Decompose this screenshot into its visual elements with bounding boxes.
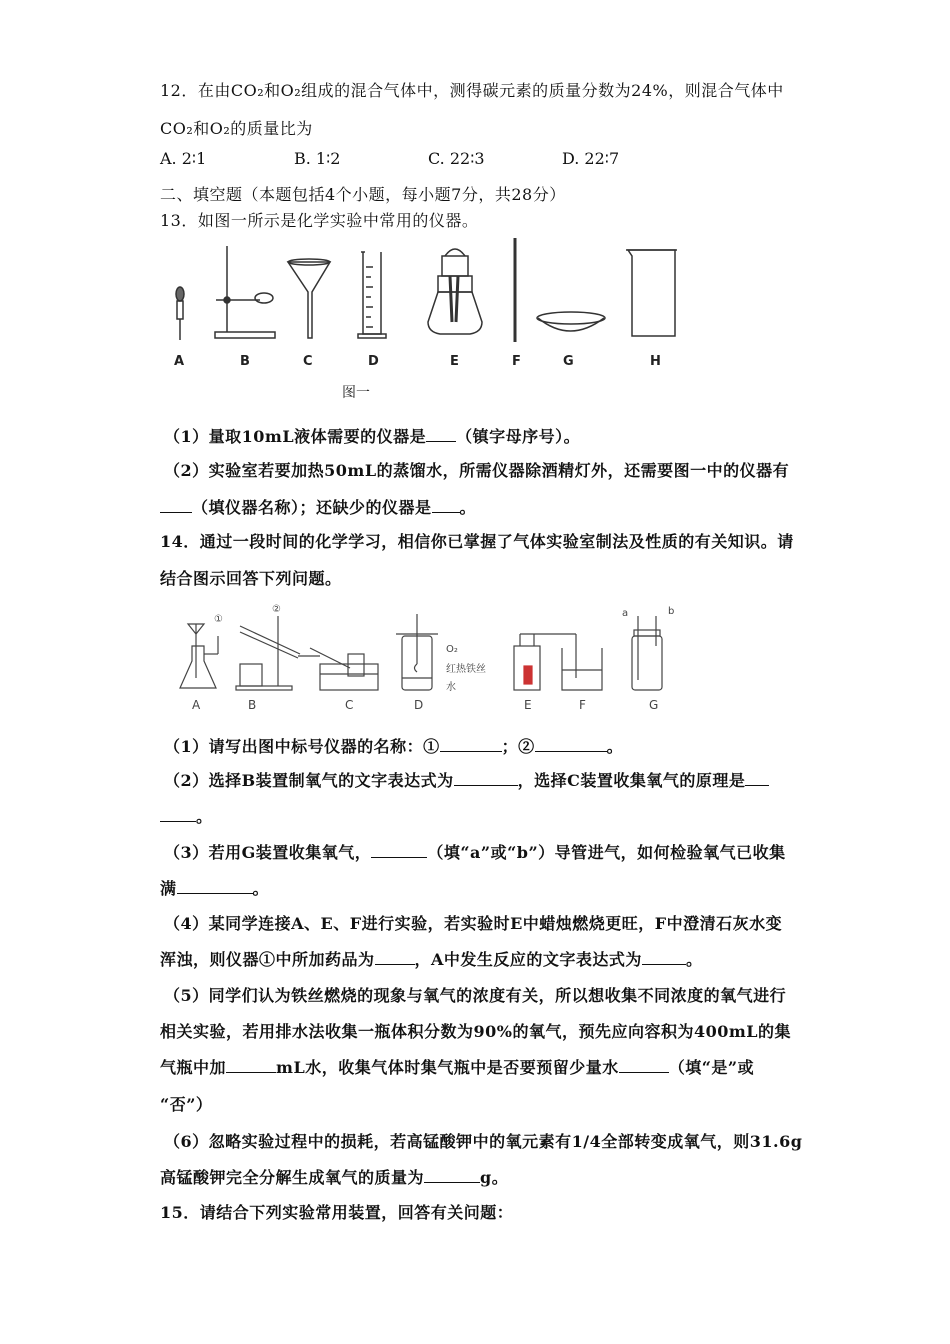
q14-part5-line1: （5）同学们认为铁丝燃烧的现象与氧气的浓度有关，所以想收集不同浓度的氧气进行 [164,986,787,1005]
fig1-label-h: H [650,354,661,369]
section-heading: 二、填空题（本题包括4个小题，每小题7分，共28分） [160,185,566,204]
water-trough-icon [310,648,378,690]
fig2-mark-2: ② [272,604,281,615]
limewater-beaker-icon [556,634,602,690]
fig2-mark-1: ① [214,614,223,625]
q13-part2-line1: （2）实验室若要加热50mL的蒸馏水，所需仪器除酒精灯外，还需要图一中的仪器有 [164,461,790,480]
q12-option-b: B. 1∶2 [294,149,341,168]
q14-part6-line2: 高锰酸钾完全分解生成氧气的质量为 g。 [160,1168,509,1187]
fig1-label-a: A [174,354,185,369]
fig2-label-a: A [192,698,201,712]
candle-bottle-icon [514,634,556,690]
q14-part4-line2: 浑浊，则仪器①中所加药品为 ，A中发生反应的文字表达式为 。 [160,950,703,969]
alcohol-lamp-icon [428,249,482,334]
measuring-cylinder-icon [358,252,386,338]
q14-part5-line3: 气瓶中加 mL水，收集气体时集气瓶中是否要预留少量水 （填“是”或 [160,1058,755,1077]
figure-gas-apparatus [170,606,690,706]
q14-part6-line1: （6）忽略实验过程中的损耗，若高锰酸钾中的氧元素有1/4全部转变成氧气，则31.6g [164,1132,803,1151]
q14-part4-line1: （4）某同学连接A、E、F进行实验，若实验时E中蜡烛燃烧更旺，F中澄清石灰水变 [164,914,783,933]
q12-option-c: C. 22∶3 [428,149,485,168]
fig1-label-d: D [368,354,379,369]
q14-part3-line1: （3）若用G装置收集氧气， （填“a”或“b”）导管进气，如何检验氧气已收集 [164,843,786,862]
test-tube-heating-icon [236,616,320,690]
fig2-mark-o2: O₂ [446,644,458,655]
q14-part2-line1: （2）选择B装置制氧气的文字表达式为 ，选择C装置收集氧气的原理是 [164,768,769,791]
iron-stand-icon [215,246,275,338]
fig2-mark-b: b [668,606,675,617]
iron-wire-combustion-icon [396,614,438,690]
q13-part1: （1）量取10mL液体需要的仪器是 （镇字母序号）。 [164,427,581,446]
q14-line1: 14．通过一段时间的化学学习，相信你已掌握了气体实验室制法及性质的有关知识。请 [160,532,794,551]
fig2-label-f: F [579,698,586,712]
q14-part1: （1）请写出图中标号仪器的名称：① ；② 。 [164,737,624,756]
erlenmeyer-flask-icon [180,624,218,688]
fig2-label-e: E [524,698,532,712]
fig2-label-c: C [345,698,354,712]
funnel-icon [288,259,330,338]
q15-title: 15．请结合下列实验常用装置，回答有关问题： [160,1203,514,1222]
q14-part2-line2: 。 [160,804,213,827]
q14-part5-line2: 相关实验，若用排水法收集一瓶体积分数为90%的氧气，预先应向容积为400mL的集 [160,1022,792,1041]
q12-line2: CO₂和O₂的质量比为 [160,119,313,138]
fig1-label-f: F [512,354,521,369]
dropper-icon [176,287,184,340]
q14-line2: 结合图示回答下列问题。 [160,569,342,588]
fig2-label-b: B [248,698,257,712]
q14-part3-line2: 满 。 [160,879,270,898]
fig1-label-g: G [563,354,574,369]
q12-option-d: D. 22∶7 [562,149,620,168]
fig1-label-e: E [450,354,459,369]
gas-washing-bottle-icon [632,616,662,690]
fig2-mark-a: a [622,608,629,619]
fig1-label-b: B [240,354,250,369]
q12-line1: 12．在由CO₂和O₂组成的混合气体中，测得碳元素的质量分数为24%，则混合气体中 [160,81,784,100]
evaporating-dish-icon [537,312,605,331]
fig2-mark-water: 水 [446,682,456,693]
q14-part5-line4: “否”） [160,1095,213,1114]
fig2-label-g: G [649,698,659,712]
figure-one-instruments [160,232,720,372]
fig1-label-c: C [303,354,313,369]
q13-part2-line2: （填仪器名称）；还缺少的仪器是 。 [160,495,476,518]
q13-title: 13．如图一所示是化学实验中常用的仪器。 [160,211,479,230]
q12-option-a: A. 2∶1 [160,149,207,168]
figure-one-caption: 图一 [342,385,370,401]
fig2-mark-wire: 红热铁丝 [446,664,486,675]
fig2-label-d: D [414,698,424,712]
beaker-icon [626,250,677,336]
